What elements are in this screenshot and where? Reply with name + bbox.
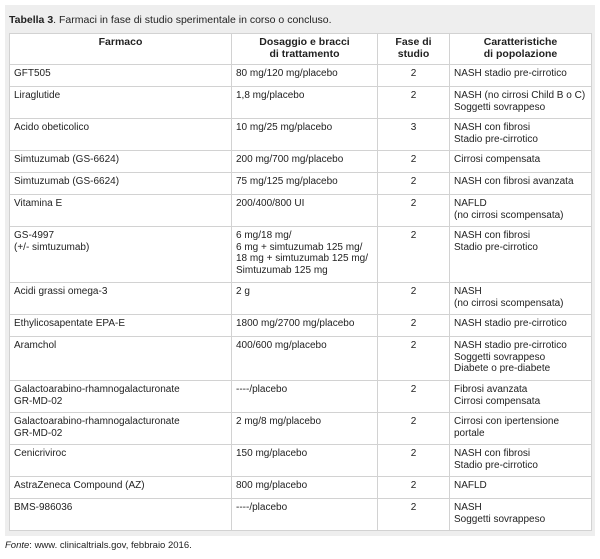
table-row (10, 413, 592, 445)
cell-fase: 2 (378, 413, 450, 445)
cell-fase: 2 (378, 315, 450, 337)
cell-caratteristiche: Cirrosi compensata (450, 151, 592, 173)
header-dosaggio: Dosaggio e bracci di trattamento (232, 34, 378, 65)
header-caratteristiche: Caratteristiche di popolazione (450, 34, 592, 65)
caption-text: . Farmaci in fase di studio sperimentale in corso o concluso. (53, 14, 332, 26)
cell-farmaco: GS-4997 (+/- simtuzumab) (10, 227, 232, 283)
cell-fase: 2 (378, 381, 450, 413)
table-row (10, 87, 592, 119)
header-farmaco: Farmaco (10, 34, 232, 65)
cell-dosaggio: 1,8 mg/placebo (232, 87, 378, 119)
cell-farmaco: Liraglutide (10, 87, 232, 119)
source-note (5, 539, 192, 553)
table-row (10, 119, 592, 151)
cell-farmaco: Simtuzumab (GS-6624) (10, 151, 232, 173)
cell-farmaco: Acidi grassi omega-3 (10, 283, 232, 315)
cell-dosaggio: 75 mg/125 mg/placebo (232, 173, 378, 195)
cell-dosaggio: 800 mg/placebo (232, 477, 378, 499)
cell-farmaco: GFT505 (10, 65, 232, 87)
cell-farmaco: AstraZeneca Compound (AZ) (10, 477, 232, 499)
cell-farmaco: Vitamina E (10, 195, 232, 227)
cell-caratteristiche: NASH con fibrosi Stadio pre-cirrotico (450, 119, 592, 151)
drug-table (9, 33, 592, 531)
table-row (10, 445, 592, 477)
cell-farmaco: Ethylicosapentate EPA-E (10, 315, 232, 337)
cell-dosaggio: 6 mg/18 mg/ 6 mg + simtuzumab 125 mg/ 18 mg + simtuzumab 125 mg/ Simtuzumab 125 mg (232, 227, 378, 283)
cell-dosaggio: 400/600 mg/placebo (232, 337, 378, 381)
table-row (10, 381, 592, 413)
table-body (10, 65, 592, 531)
cell-dosaggio: 150 mg/placebo (232, 445, 378, 477)
cell-caratteristiche: NASH stadio pre-cirrotico (450, 65, 592, 87)
cell-dosaggio: 200/400/800 UI (232, 195, 378, 227)
table-frame (5, 5, 595, 536)
cell-caratteristiche: NASH con fibrosi Stadio pre-cirrotico (450, 445, 592, 477)
cell-caratteristiche: NASH con fibrosi Stadio pre-cirrotico (450, 227, 592, 283)
cell-fase: 2 (378, 477, 450, 499)
cell-fase: 2 (378, 195, 450, 227)
cell-farmaco: BMS-986036 (10, 499, 232, 531)
cell-caratteristiche: NASH (no cirrosi Child B o C) Soggetti sovrappeso (450, 87, 592, 119)
caption-label: Tabella 3 (9, 14, 54, 26)
cell-farmaco: Aramchol (10, 337, 232, 381)
cell-caratteristiche: NASH stadio pre-cirrotico (450, 315, 592, 337)
cell-farmaco: Galactoarabino-rhamnogalacturonate GR-MD-02 (10, 413, 232, 445)
cell-dosaggio: 10 mg/25 mg/placebo (232, 119, 378, 151)
cell-dosaggio: ----/placebo (232, 381, 378, 413)
cell-caratteristiche: NASH (no cirrosi scompensata) (450, 283, 592, 315)
cell-caratteristiche: Cirrosi con ipertensione portale (450, 413, 592, 445)
cell-farmaco: Simtuzumab (GS-6624) (10, 173, 232, 195)
cell-fase: 2 (378, 65, 450, 87)
cell-dosaggio: 1800 mg/2700 mg/placebo (232, 315, 378, 337)
cell-dosaggio: 2 g (232, 283, 378, 315)
table-row (10, 499, 592, 531)
source-label: Fonte (5, 540, 30, 551)
cell-farmaco: Galactoarabino-rhamnogalacturonate GR-MD-02 (10, 381, 232, 413)
table-row (10, 65, 592, 87)
cell-dosaggio: ----/placebo (232, 499, 378, 531)
source-text: : www. clinicaltrials.gov, febbraio 2016. (29, 540, 192, 551)
table-row (10, 283, 592, 315)
cell-fase: 3 (378, 119, 450, 151)
cell-fase: 2 (378, 173, 450, 195)
cell-dosaggio: 80 mg/120 mg/placebo (232, 65, 378, 87)
table-row (10, 173, 592, 195)
cell-fase: 2 (378, 151, 450, 173)
cell-dosaggio: 200 mg/700 mg/placebo (232, 151, 378, 173)
header-row (10, 34, 592, 65)
cell-farmaco: Acido obeticolico (10, 119, 232, 151)
cell-fase: 2 (378, 499, 450, 531)
table-row (10, 195, 592, 227)
table-row (10, 315, 592, 337)
cell-caratteristiche: NAFLD (450, 477, 592, 499)
cell-fase: 2 (378, 227, 450, 283)
cell-caratteristiche: NASH stadio pre-cirrotico Soggetti sovrappeso Diabete o pre-diabete (450, 337, 592, 381)
cell-fase: 2 (378, 445, 450, 477)
header-fase: Fase di studio (378, 34, 450, 65)
cell-caratteristiche: NASH con fibrosi avanzata (450, 173, 592, 195)
cell-farmaco: Cenicriviroc (10, 445, 232, 477)
cell-caratteristiche: NASH Soggetti sovrappeso (450, 499, 592, 531)
cell-fase: 2 (378, 337, 450, 381)
cell-fase: 2 (378, 87, 450, 119)
cell-fase: 2 (378, 283, 450, 315)
table-caption (9, 11, 332, 29)
table-row (10, 151, 592, 173)
cell-caratteristiche: NAFLD (no cirrosi scompensata) (450, 195, 592, 227)
cell-dosaggio: 2 mg/8 mg/placebo (232, 413, 378, 445)
cell-caratteristiche: Fibrosi avanzata Cirrosi compensata (450, 381, 592, 413)
table-row (10, 477, 592, 499)
table-row (10, 227, 592, 283)
table-row (10, 337, 592, 381)
